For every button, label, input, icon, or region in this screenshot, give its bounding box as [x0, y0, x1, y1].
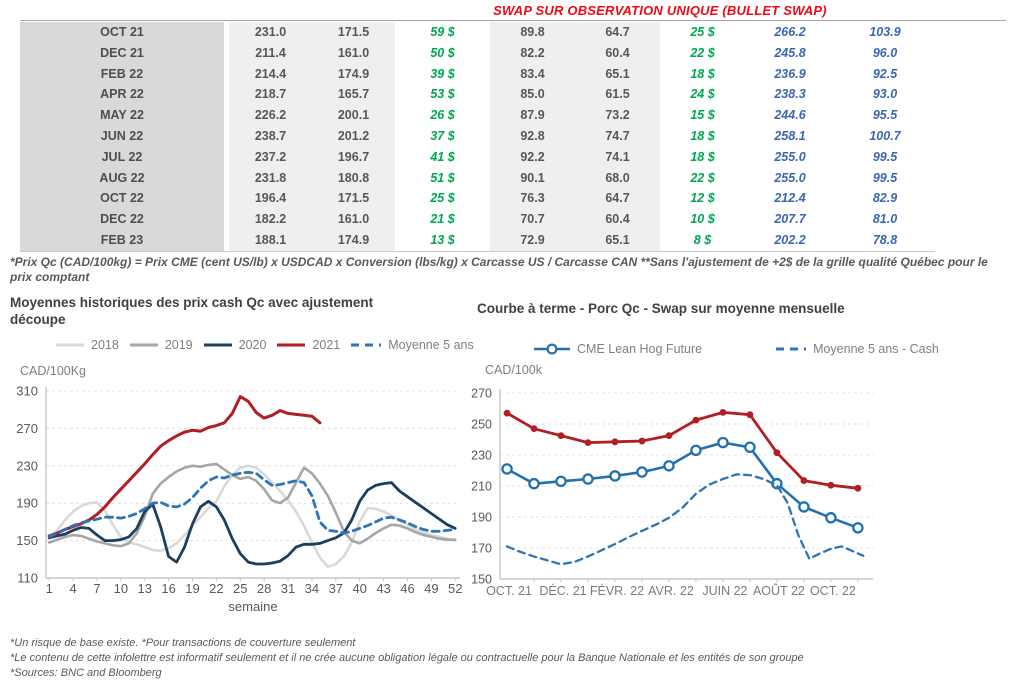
- svg-text:OCT. 21: OCT. 21: [486, 584, 532, 598]
- svg-text:AOÛT 22: AOÛT 22: [752, 584, 805, 598]
- month-cell: OCT 22: [20, 188, 224, 209]
- value-cell: 99.5: [835, 147, 935, 168]
- value-cell: 51 $: [395, 168, 490, 189]
- value-cell: 82.9: [835, 188, 935, 209]
- legend-item: [275, 338, 340, 352]
- svg-text:22: 22: [209, 581, 224, 596]
- value-cell: 50 $: [395, 43, 490, 64]
- month-cell: DEC 21: [20, 43, 224, 64]
- value-cell: 236.9: [745, 64, 835, 85]
- chart-left-title: Moyennes historiques des prix cash Qc avec ajustement découpe: [10, 295, 374, 327]
- legend-label: 2019: [164, 338, 193, 352]
- table-row: [20, 209, 935, 230]
- value-cell: 266.2: [745, 22, 835, 43]
- value-cell: 24 $: [660, 84, 745, 105]
- value-cell: 201.2: [312, 126, 395, 147]
- svg-text:AVR. 22: AVR. 22: [648, 584, 694, 598]
- footnote-line: *Un risque de base existe. *Pour transactions de couverture seulement: [10, 637, 356, 649]
- table-row: [20, 22, 935, 43]
- value-cell: 65.1: [575, 230, 660, 251]
- value-cell: 22 $: [660, 43, 745, 64]
- svg-text:OCT. 22: OCT. 22: [809, 584, 856, 598]
- svg-text:1: 1: [45, 581, 53, 596]
- value-cell: 211.4: [229, 43, 312, 64]
- table-title: SWAP SUR OBSERVATION UNIQUE (BULLET SWAP): [493, 3, 827, 18]
- legend-label: 2021: [312, 338, 341, 352]
- value-cell: 95.5: [835, 105, 935, 126]
- value-cell: 89.8: [490, 22, 575, 43]
- value-cell: 255.0: [745, 147, 835, 168]
- value-cell: 53 $: [395, 84, 490, 105]
- value-cell: 92.2: [490, 147, 575, 168]
- value-cell: 21 $: [395, 209, 490, 230]
- svg-text:43: 43: [376, 581, 391, 596]
- svg-text:150: 150: [16, 533, 38, 549]
- value-cell: 37 $: [395, 126, 490, 147]
- dashed-line-swatch: [774, 344, 808, 354]
- footnote-line: *Sources: BNC and Bloomberg: [10, 667, 162, 679]
- value-cell: 83.4: [490, 64, 575, 85]
- svg-text:110: 110: [17, 570, 38, 586]
- chart-left-legend: [8, 338, 474, 352]
- svg-text:210: 210: [471, 479, 492, 494]
- chart-right-legend: [470, 342, 1024, 356]
- value-cell: 161.0: [312, 209, 395, 230]
- value-cell: 238.7: [229, 126, 312, 147]
- value-cell: 237.2: [229, 147, 312, 168]
- svg-text:40: 40: [352, 581, 367, 596]
- chart-cash-prices: [8, 290, 474, 614]
- svg-text:7: 7: [93, 581, 101, 596]
- value-cell: 165.7: [312, 84, 395, 105]
- svg-text:37: 37: [328, 581, 344, 596]
- month-cell: JUN 22: [20, 126, 224, 147]
- line-swatch: [202, 340, 234, 350]
- legend-item: [128, 338, 193, 352]
- value-cell: 196.7: [312, 147, 395, 168]
- value-cell: 72.9: [490, 230, 575, 251]
- value-cell: 76.3: [490, 188, 575, 209]
- legend-label: 2020: [238, 338, 267, 352]
- legend-item: [202, 338, 267, 352]
- value-cell: 64.7: [575, 22, 660, 43]
- value-cell: 70.7: [490, 209, 575, 230]
- value-cell: 226.2: [229, 105, 312, 126]
- value-cell: 214.4: [229, 64, 312, 85]
- value-cell: 202.2: [745, 230, 835, 251]
- value-cell: 174.9: [312, 230, 395, 251]
- svg-text:190: 190: [471, 510, 492, 525]
- value-cell: 218.7: [229, 84, 312, 105]
- chart-right-title: Courbe à terme - Porc Qc - Swap sur moyenne mensuelle: [477, 301, 845, 316]
- legend-item: [349, 338, 473, 352]
- legend-label: CME Lean Hog Future: [577, 342, 703, 356]
- svg-text:49: 49: [424, 581, 439, 596]
- table-row: [20, 43, 935, 64]
- svg-text:270: 270: [471, 386, 492, 401]
- value-cell: 78.8: [835, 230, 935, 251]
- table-row: [20, 230, 935, 251]
- value-cell: 258.1: [745, 126, 835, 147]
- value-cell: 65.1: [575, 64, 660, 85]
- svg-text:230: 230: [16, 458, 38, 474]
- month-cell: OCT 21: [20, 22, 224, 43]
- month-cell: FEB 23: [20, 230, 224, 251]
- svg-text:270: 270: [16, 420, 38, 436]
- value-cell: 74.7: [575, 126, 660, 147]
- value-cell: 26 $: [395, 105, 490, 126]
- value-cell: 18 $: [660, 64, 745, 85]
- swap-table: [20, 22, 935, 252]
- table-row: [20, 147, 935, 168]
- value-cell: 18 $: [660, 126, 745, 147]
- line-swatch: [275, 340, 307, 350]
- value-cell: 39 $: [395, 64, 490, 85]
- value-cell: 238.3: [745, 84, 835, 105]
- legend-label: Moyenne 5 ans: [388, 338, 474, 352]
- value-cell: 96.0: [835, 43, 935, 64]
- line-swatch: [128, 340, 160, 350]
- value-cell: 87.9: [490, 105, 575, 126]
- chart-right-plot: [470, 362, 1024, 607]
- divider-line: [20, 20, 1006, 21]
- month-cell: DEC 22: [20, 209, 224, 230]
- dashed-line-swatch: [349, 340, 383, 350]
- value-cell: 90.1: [490, 168, 575, 189]
- value-cell: 196.4: [229, 188, 312, 209]
- value-cell: 212.4: [745, 188, 835, 209]
- svg-text:16: 16: [161, 581, 176, 596]
- table-row: [20, 64, 935, 85]
- value-cell: 200.1: [312, 105, 395, 126]
- table-footnote: *Prix Qc (CAD/100kg) = Prix CME (cent US/lb) x USDCAD x Conversion (lbs/kg) x Carcasse US / Carcasse CAN **Sans l'ajustement de +2$ de la grille qualité Québec pour le prix comptant: [10, 255, 988, 284]
- table-row: [20, 168, 935, 189]
- month-cell: AUG 22: [20, 168, 224, 189]
- svg-text:FÉVR. 22: FÉVR. 22: [589, 584, 645, 598]
- value-cell: 171.5: [312, 188, 395, 209]
- svg-text:46: 46: [400, 581, 415, 596]
- footnote-line: *Le contenu de cette infolettre est informatif seulement et il ne crée aucune obligation légale ou contractuelle pour la Banque Nationale et les entités de son groupe: [10, 652, 804, 664]
- value-cell: 231.8: [229, 168, 312, 189]
- value-cell: 82.2: [490, 43, 575, 64]
- value-cell: 174.9: [312, 64, 395, 85]
- svg-text:52: 52: [447, 581, 463, 596]
- svg-text:4: 4: [69, 581, 77, 596]
- value-cell: 255.0: [745, 168, 835, 189]
- value-cell: 68.0: [575, 168, 660, 189]
- month-cell: FEB 22: [20, 64, 224, 85]
- svg-text:250: 250: [471, 417, 492, 432]
- svg-text:JUIN 22: JUIN 22: [702, 584, 748, 598]
- value-cell: 41 $: [395, 147, 490, 168]
- value-cell: 22 $: [660, 168, 745, 189]
- table-row: [20, 188, 935, 209]
- svg-text:150: 150: [471, 572, 492, 587]
- value-cell: 60.4: [575, 209, 660, 230]
- value-cell: 64.7: [575, 188, 660, 209]
- value-cell: 244.6: [745, 105, 835, 126]
- svg-text:CAD/100Kg: CAD/100Kg: [20, 364, 87, 378]
- value-cell: 103.9: [835, 22, 935, 43]
- svg-text:34: 34: [304, 581, 320, 596]
- svg-text:170: 170: [471, 541, 492, 556]
- disclaimer-footnotes: [10, 636, 1010, 681]
- value-cell: 180.8: [312, 168, 395, 189]
- value-cell: 85.0: [490, 84, 575, 105]
- table-row: [20, 84, 935, 105]
- svg-text:28: 28: [256, 581, 272, 596]
- value-cell: 182.2: [229, 209, 312, 230]
- value-cell: 81.0: [835, 209, 935, 230]
- table-row: [20, 105, 935, 126]
- legend-item: [532, 342, 702, 356]
- value-cell: 100.7: [835, 126, 935, 147]
- svg-text:DÉC. 21: DÉC. 21: [539, 584, 587, 598]
- chart-forward-curve: [470, 290, 1024, 598]
- svg-text:semaine: semaine: [228, 599, 278, 614]
- line-swatch: [54, 340, 86, 350]
- value-cell: 93.0: [835, 84, 935, 105]
- legend-item: [774, 342, 939, 356]
- legend-label: Moyenne 5 ans - Cash: [813, 342, 939, 356]
- value-cell: 60.4: [575, 43, 660, 64]
- chart-left-plot: [8, 362, 468, 617]
- value-cell: 207.7: [745, 209, 835, 230]
- month-cell: MAY 22: [20, 105, 224, 126]
- value-cell: 15 $: [660, 105, 745, 126]
- svg-text:10: 10: [113, 581, 129, 596]
- value-cell: 13 $: [395, 230, 490, 251]
- svg-text:31: 31: [280, 581, 296, 596]
- value-cell: 25 $: [660, 22, 745, 43]
- value-cell: 99.5: [835, 168, 935, 189]
- value-cell: 92.5: [835, 64, 935, 85]
- line-circle-swatch: [532, 343, 572, 355]
- value-cell: 188.1: [229, 230, 312, 251]
- value-cell: 231.0: [229, 22, 312, 43]
- svg-text:25: 25: [233, 581, 248, 596]
- value-cell: 74.1: [575, 147, 660, 168]
- month-cell: APR 22: [20, 84, 224, 105]
- value-cell: 92.8: [490, 126, 575, 147]
- value-cell: 161.0: [312, 43, 395, 64]
- value-cell: 245.8: [745, 43, 835, 64]
- value-cell: 171.5: [312, 22, 395, 43]
- svg-text:CAD/100k: CAD/100k: [485, 363, 542, 377]
- svg-text:190: 190: [16, 495, 38, 511]
- svg-text:310: 310: [16, 383, 38, 399]
- value-cell: 18 $: [660, 147, 745, 168]
- value-cell: 12 $: [660, 188, 745, 209]
- svg-text:13: 13: [137, 581, 152, 596]
- legend-label: 2018: [91, 338, 119, 352]
- value-cell: 8 $: [660, 230, 745, 251]
- svg-text:230: 230: [471, 448, 492, 463]
- table-row: [20, 126, 935, 147]
- value-cell: 25 $: [395, 188, 490, 209]
- svg-text:19: 19: [185, 581, 200, 596]
- value-cell: 10 $: [660, 209, 745, 230]
- value-cell: 59 $: [395, 22, 490, 43]
- legend-item: [54, 338, 119, 352]
- value-cell: 61.5: [575, 84, 660, 105]
- value-cell: 73.2: [575, 105, 660, 126]
- month-cell: JUL 22: [20, 147, 224, 168]
